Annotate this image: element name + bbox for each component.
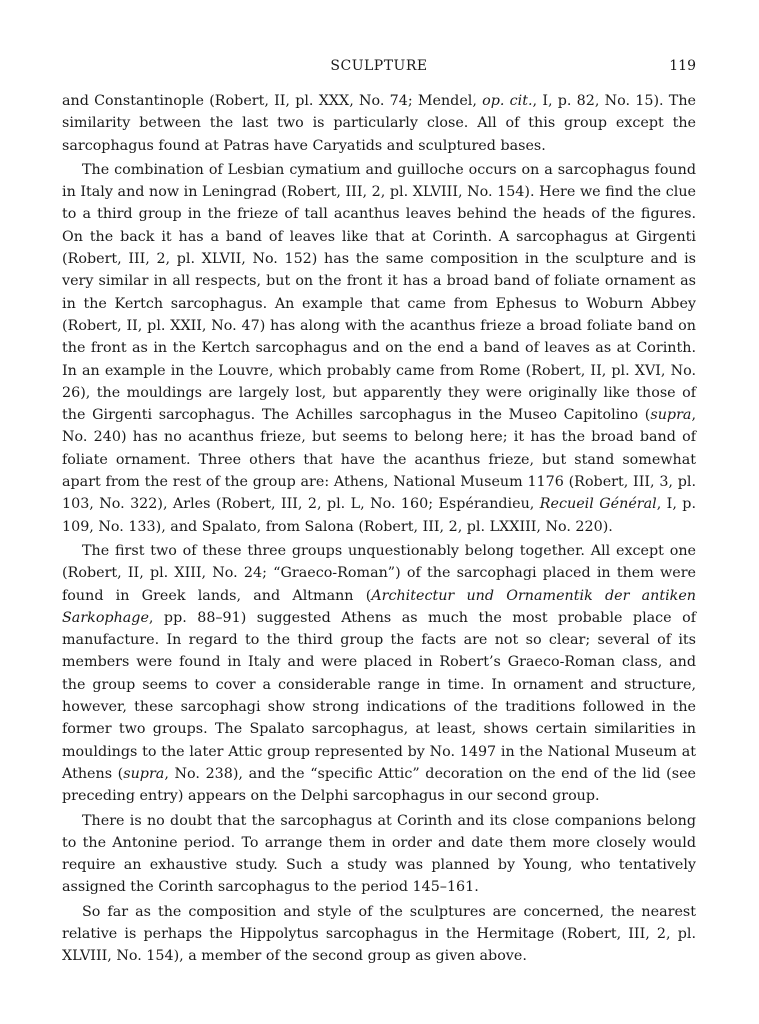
page-number: 119 <box>669 58 696 74</box>
text-run: and Constantinople (Robert, II, pl. XXX, No. 74; Mendel, <box>62 93 483 109</box>
text-run: , I, p. 82, No. 15). The similarity between the last two is particularly close. All of this group except the sarcophagus found at Patras have Caryatids and sculptured bases. <box>62 93 696 154</box>
text-run: , No. 238), and the “specific Attic” decoration on the end of the lid (see preceding entry) appears on the Delphi sarcophagus in our second group. <box>62 765 697 805</box>
text-run: The first two of these three groups unquestionably belong together. All except one (Robert, II, pl. XIII, No. 24; “Graeco-Roman”) of the sarcophagi placed in them were found in Greek lands, and Altmann ( <box>62 542 696 604</box>
italic-citation: Recueil Général <box>539 496 657 513</box>
text-run: There is no doubt that the sarcophagus at Corinth and its close companions belong to the Antonine period. To arrange them in order and date them more closely would require an exhaustive study. Such a study was planned by Young, who tentatively assigned the Corinth sarcophagus to the period 145–161. <box>62 812 696 896</box>
text-run: The combination of Lesbian cymatium and guilloche occurs on a sarcophagus found in Italy and now in Leningrad (Robert, III, 2, pl. XLVIII, No. 154). Here we find the clue to a third group in the frieze of tall acanthus leaves behind the heads of the figures. On the back it has a band of leaves like that at Corinth. A sarcophagus at Girgenti (Robert, III, 2, pl. XLVII, No. 152) has the same composition in the sculpture and is very similar in all respects, but on the front it has a broad band of foliate ornament as in the Kertch sarcophagus. An example that came from Ephesus to Woburn Abbey (Robert, II, pl. XXII, No. 47) has along with the acanthus frieze a broad foliate band on the front as in the Kertch sarcophagus and on the end a band of leaves as at Corinth. In an example in the Louvre, which probably came from Rome (Robert, II, pl. XVI, No. 26), the mouldings are largely lost, but apparently they were originally like those of the Girgenti sarcophagus. The Achilles sarcophagus in the Museo Capitolino ( <box>62 161 696 424</box>
paragraph-3 <box>62 540 696 808</box>
italic-title: Architectur und Ornamentik der antiken Sarkophage <box>62 587 697 626</box>
text-run: , I, p. 109, No. 133), and Spalato, from Salona (Robert, III, 2, pl. LXXIII, No. 220). <box>62 496 696 535</box>
paragraph-4 <box>62 810 696 899</box>
running-title: SCULPTURE <box>330 58 428 74</box>
text-run: , pp. 88–91) suggested Athens as much the most probable place of manufacture. In regard to the third group the facts are not so clear; several of its members were found in Italy and were placed in Robert’s Graeco-Roman class, and the group seems to cover a considerable range in time. In ornament and structure, however, these sarcophagi show strong indications of the traditions followed in the former two groups. The Spalato sarcophagus, at least, shows certain similarities in mouldings to the later Attic group represented by No. 1497 in the National Museum at Athens ( <box>62 609 696 782</box>
page-header <box>62 58 696 80</box>
italic-citation: op. cit. <box>482 93 533 109</box>
body-text <box>62 90 696 968</box>
paragraph-2 <box>62 159 696 538</box>
italic-citation: supra <box>123 765 165 782</box>
text-run: So far as the composition and style of the sculptures are concerned, the nearest relative is perhaps the Hippolytus sarcophagus in the Hermitage (Robert, III, 2, pl. XLVIII, No. 154), a member of the second group as given above. <box>62 903 696 965</box>
italic-citation: supra <box>650 407 692 424</box>
text-run: , No. 240) has no acanthus frieze, but seems to belong here; it has the broad band of foliate ornament. Three others that have the acanthus frieze, but stand somewhat apart from the rest of the group are: Athens, National Museum 1176 (Robert, III, 3, pl. 103, No. 322), Arles (Robert, III, 2, pl. L, No. 160; Espérandieu, <box>62 407 696 513</box>
paragraph-5 <box>62 901 696 968</box>
paragraph-1 <box>62 90 696 157</box>
